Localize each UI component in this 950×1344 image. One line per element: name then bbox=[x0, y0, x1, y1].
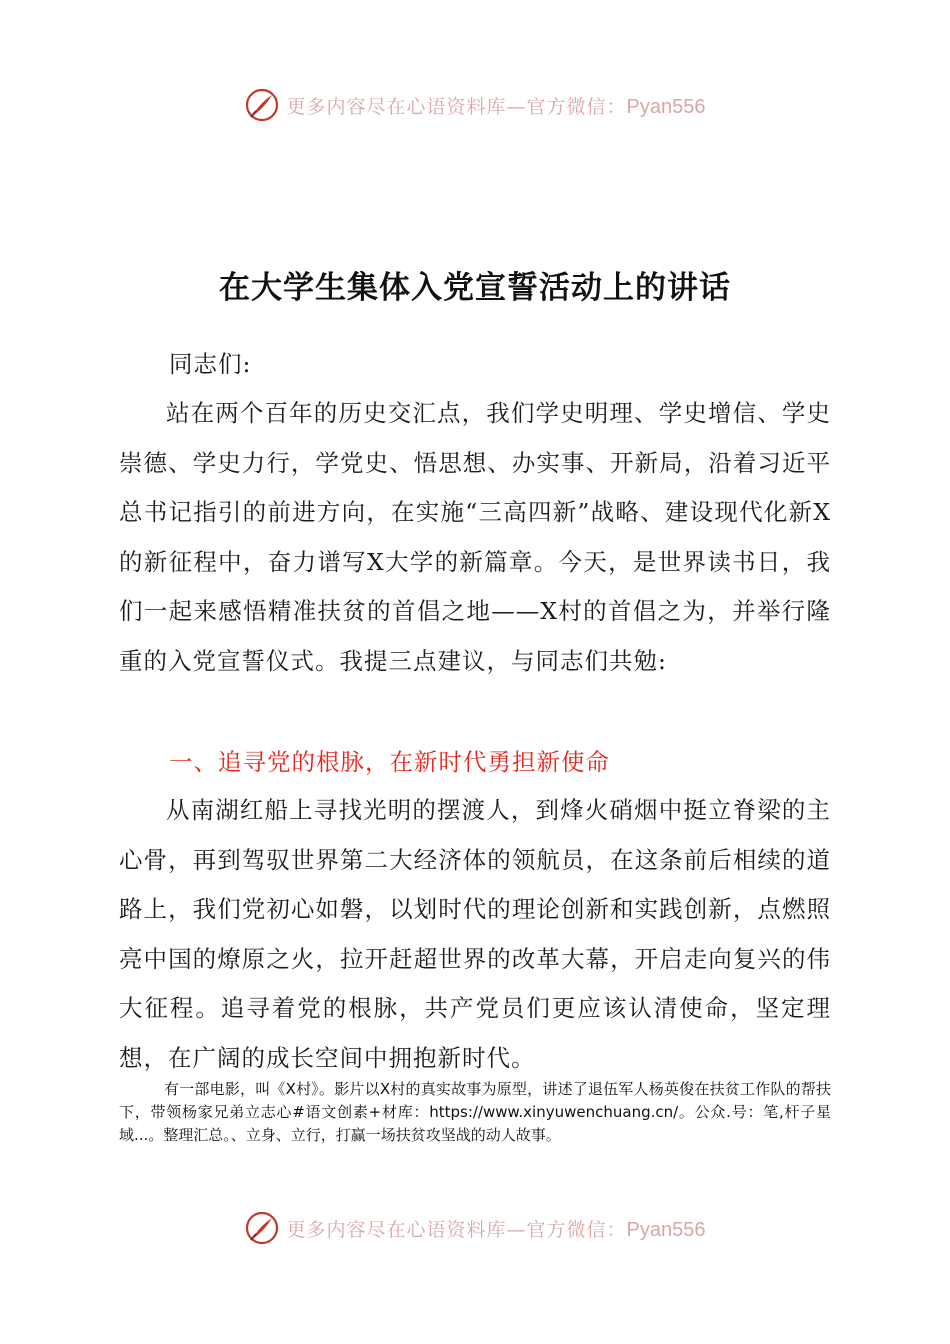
greeting: 同志们: bbox=[169, 350, 252, 378]
quill-logo-icon bbox=[245, 88, 279, 122]
watermark-wechat-id: Pyan556 bbox=[626, 95, 706, 118]
document-title: 在大学生集体入党宣誓活动上的讲话 bbox=[219, 270, 731, 306]
watermark-text bbox=[287, 92, 706, 119]
section-heading-1: 一、追寻党的根脉，在新时代勇担新使命 bbox=[169, 748, 610, 776]
watermark-label: 更多内容尽在心语资料库—官方微信： bbox=[286, 1218, 627, 1241]
watermark-wechat-id: Pyan556 bbox=[626, 1218, 706, 1241]
quill-logo-icon bbox=[245, 1211, 279, 1245]
watermark-header bbox=[0, 85, 950, 125]
footnote: 有一部电影，叫《X村》。影片以X村的真实故事为原型，讲述了退伍军人杨英俊在扶贫工作队的帮扶下，带领杨家兄弟立志心#语文创素+材库：https://www.xinyuwenchuang.cn/。公众.号：笔,杆子星域...。整理汇总。、立身、立行，打赢一场扶贫攻坚战的动人故事。 bbox=[119, 1080, 831, 1144]
watermark-footer bbox=[0, 1208, 950, 1248]
watermark-text bbox=[287, 1215, 706, 1242]
paragraph-2: 从南湖红船上寻找光明的摆渡人，到烽火硝烟中挺立脊梁的主心骨，再到驾驭世界第二大经济体的领航员，在这条前后相续的道路上，我们党初心如磐，以划时代的理论创新和实践创新，点燃照亮中国的燎原之火，拉开赶超世界的改革大幕，开启走向复兴的伟大征程。追寻着党的根脉，共产党员们更应该认清使命，坚定理想，在广阔的成长空间中拥抱新时代。 bbox=[119, 796, 831, 1072]
watermark-label: 更多内容尽在心语资料库—官方微信： bbox=[286, 95, 627, 118]
paragraph-1: 站在两个百年的历史交汇点，我们学史明理、学史增信、学史崇德、学史力行，学党史、悟思想、办实事、开新局，沿着习近平总书记指引的前进方向，在实施“三高四新”战略、建设现代化新X的新征程中，奋力谱写X大学的新篇章。今天，是世界读书日，我们一起来感悟精准扶贫的首倡之地——X村的首倡之为，并举行隆重的入党宣誓仪式。我提三点建议，与同志们共勉: bbox=[119, 399, 831, 675]
